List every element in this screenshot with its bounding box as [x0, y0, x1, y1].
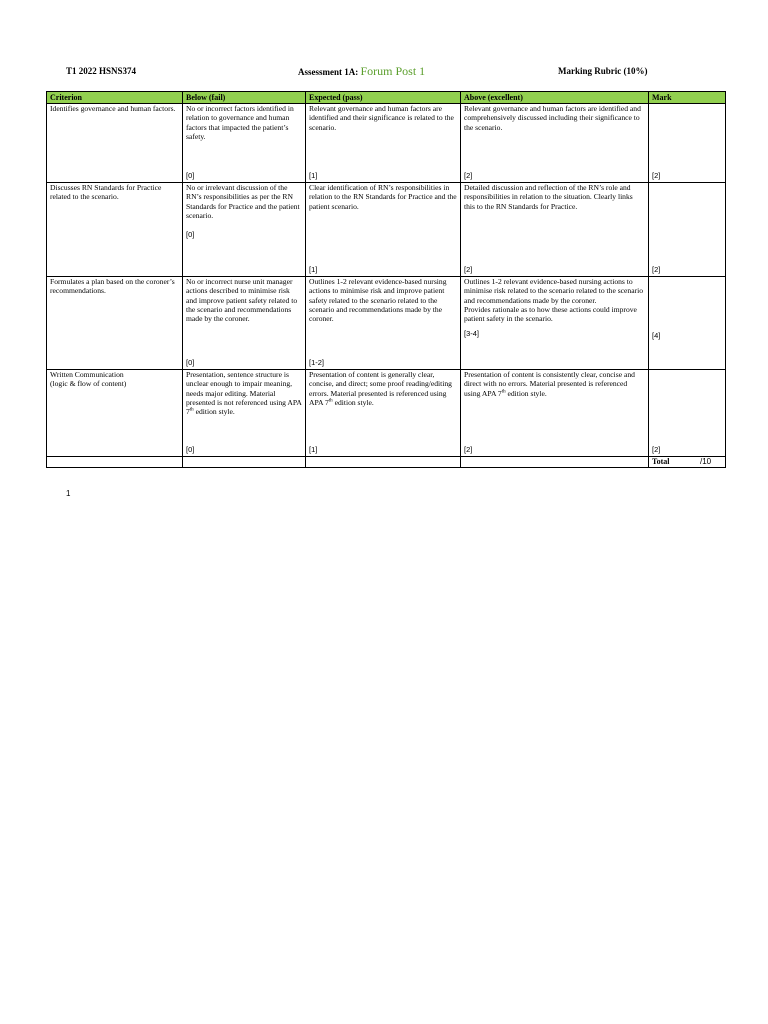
- expected-cell: Outlines 1-2 relevant evidence-based nursing actions to minimise risk and improve patient safety related to the scenario related to the scenario and recommendations made by the coroner. [1-2]: [306, 277, 461, 370]
- empty-cell: [306, 457, 461, 468]
- above-score: [2]: [464, 444, 473, 454]
- column-header-below: Below (fail): [183, 92, 306, 104]
- expected-score: [1]: [309, 264, 318, 274]
- below-cell: No or incorrect nurse unit manager actions described to minimise risk and improve patient safety related to the scenario and recommendations made by the coroner. [0]: [183, 277, 306, 370]
- expected-cell: Relevant governance and human factors are identified and their significance is related to the scenario. [1]: [306, 104, 461, 183]
- assessment-title: [298, 64, 425, 79]
- expected-cell: Presentation of content is generally clear, concise, and direct; some proof reading/editing errors. Material presented is referenced using APA 7th edition style. [1]: [306, 370, 461, 457]
- criterion-cell: Formulates a plan based on the coroner’s recommendations.: [47, 277, 183, 370]
- above-score: [3-4]: [464, 329, 480, 339]
- page-number: 1: [66, 489, 71, 498]
- mark-cell: [649, 104, 726, 183]
- empty-cell: [461, 457, 649, 468]
- expected-cell: Clear identification of RN’s responsibilities in relation to the RN Standards for Practice and the patient scenario. [1]: [306, 183, 461, 277]
- column-header-expected: Expected (pass): [306, 92, 461, 104]
- below-score: [0]: [186, 230, 195, 239]
- mark-value: [2]: [652, 444, 661, 454]
- empty-cell: [47, 457, 183, 468]
- course-code: T1 2022 HSNS374: [66, 66, 137, 76]
- below-score: [0]: [186, 357, 195, 367]
- total-row: [47, 457, 726, 468]
- table-row: [47, 104, 726, 183]
- mark-cell: [649, 277, 726, 370]
- below-score: [0]: [186, 170, 195, 180]
- total-label: Total: [652, 457, 670, 466]
- above-cell: Relevant governance and human factors are identified and comprehensively discussed including their significance to the scenario. [2]: [461, 104, 649, 183]
- below-cell: No or incorrect factors identified in relation to governance and human factors that impacted the patient’s safety. [0]: [183, 104, 306, 183]
- mark-value: [2]: [652, 170, 661, 180]
- above-score: [2]: [464, 170, 473, 180]
- table-row: [47, 370, 726, 457]
- column-header-criterion: Criterion: [47, 92, 183, 104]
- mark-value: [4]: [652, 331, 661, 340]
- total-value: /10: [700, 457, 712, 466]
- expected-score: [1]: [309, 170, 318, 180]
- table-row: [47, 183, 726, 277]
- mark-cell: [649, 370, 726, 457]
- above-cell: Outlines 1-2 relevant evidence-based nursing actions to minimise risk related to the scenario related to the scenario and recommendations made by the coroner. Provides rationale as to how these actions could improve patient safety in the scenario. [3-4]: [461, 277, 649, 370]
- marking-rubric-table: [46, 91, 726, 468]
- criterion-cell: Identifies governance and human factors.: [47, 104, 183, 183]
- above-cell: Detailed discussion and reflection of the RN’s role and responsibilities in relation to the situation. Clearly links this to the RN Standards for Practice. [2]: [461, 183, 649, 277]
- table-row: [47, 277, 726, 370]
- below-cell: No or irrelevant discussion of the RN’s responsibilities as per the RN Standards for Practice and the patient scenario. [0]: [183, 183, 306, 277]
- above-score: [2]: [464, 264, 473, 274]
- total-cell: [649, 457, 726, 468]
- table-header-row: [47, 92, 726, 104]
- expected-score: [1]: [309, 444, 318, 454]
- assessment-prefix: Assessment 1A:: [298, 67, 359, 77]
- mark-value: [2]: [652, 264, 661, 274]
- expected-score: [1-2]: [309, 357, 325, 367]
- criterion-cell: Written Communication (logic & flow of content): [47, 370, 183, 457]
- column-header-above: Above (excellent): [461, 92, 649, 104]
- rubric-title: Marking Rubric (10%): [558, 66, 648, 76]
- below-score: [0]: [186, 444, 195, 454]
- empty-cell: [183, 457, 306, 468]
- forum-post-title: Forum Post 1: [360, 64, 426, 78]
- criterion-cell: Discusses RN Standards for Practice related to the scenario.: [47, 183, 183, 277]
- mark-cell: [649, 183, 726, 277]
- above-cell: Presentation of content is consistently clear, concise and direct with no errors. Material presented is referenced using APA 7th edition style. [2]: [461, 370, 649, 457]
- below-cell: Presentation, sentence structure is unclear enough to impair meaning, needs major editing. Material presented is not referenced using APA 7th edition style. [0]: [183, 370, 306, 457]
- column-header-mark: Mark: [649, 92, 726, 104]
